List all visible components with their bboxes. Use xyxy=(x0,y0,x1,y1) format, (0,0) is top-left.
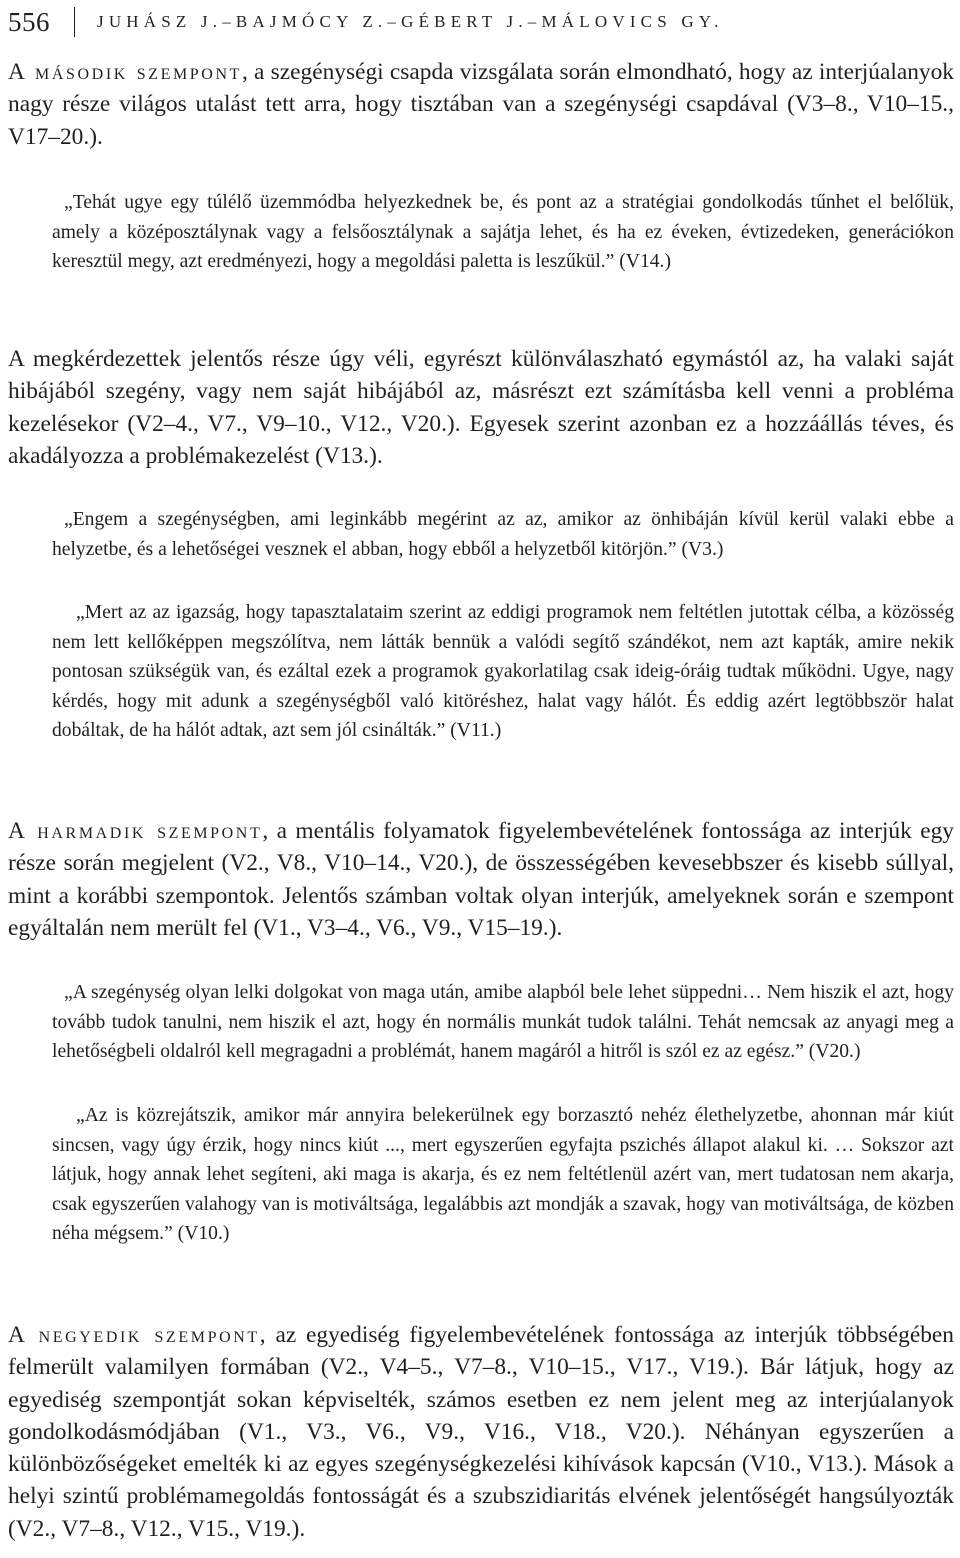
quote-v3 xyxy=(52,505,954,564)
quote-v14 xyxy=(52,188,954,277)
paragraph-third-aspect xyxy=(8,815,954,944)
quote-v10: „Az is közrejátszik, amikor már annyira belekerülnek egy borzasztó nehéz élethelyzetbe, ahonnan már kiút sincsen, vagy úgy érzik, hogy nincs kiút ..., mert egyszerűen egyfajta pszichés állapot alakul ki. … Sokszor azt látjuk, hogy annak lehet segíteni, aki maga is akarja, és ez nem feltétlenül azért van, mert tudatosan nem akarja, csak egyszerűen valahogy van is motiváltsága, legalábbis azt mondják a szavak, hogy van motiváltsága, de közben néha mégsem.” (V10.) xyxy=(52,1105,954,1245)
page-header xyxy=(8,2,948,42)
running-head-authors: JUHÁSZ J.–BAJMÓCY Z.–GÉBERT J.–MÁLOVICS GY. xyxy=(97,12,724,31)
header-divider xyxy=(74,7,75,37)
quote-v20-text: „A szegénység olyan lelki dolgokat von maga után, amibe alapból bele lehet süppedni… Nem hiszik el azt, hogy tovább tudok tanulni, nem hiszik el azt, hogy én normális munkát tudok találni. Tehát nemcsak az anyagi meg a lehetőségbeli oldalról kell megragadni a problémát, hanem magáról a hitről is szól ez az egész.” (V20.) xyxy=(52,982,954,1063)
section-lead-third: A harmadik szempont xyxy=(8,818,263,844)
quote-v11: „Mert az az igazság, hogy tapasztalataim szerint az eddigi programok nem feltétlen jutottak célba, a közösség nem lett kellőképpen megszólítva, nem látták bennük a valódi segítő szándékot, nem azt kapták, amire nekik pontosan szükségük van, és ezáltal ezek a programok gyakorlatilag csak ideig-óráig tudtak működni. Ugye, nagy kérdés, hogy mit adunk a szegénységből való kitöréshez, halat vagy hálót. És eddig azért legtöbbször halat dobáltak, de ha hálót adtak, azt sem jól csinálták.” (V11.) xyxy=(52,602,954,742)
paragraph-third-text: , a mentális folyamatok figyelembevételének fontossága az interjúk egy része során megjelent (V2., V8., V10–14., V20.), de összességében kevesebbszer és kisebb súllyal, mint a korábbi szempontok. Jelentős számban voltak olyan interjúk, amelyeknek során e szempont egyáltalán nem merült fel (V1., V3–4., V6., V9., V15–19.). xyxy=(8,818,954,941)
section-lead-second: A második szempont xyxy=(8,59,242,85)
section-lead-fourth: A negyedik szempont xyxy=(8,1322,260,1348)
paragraph-second-text: , a szegénységi csapda vizsgálata során elmondható, hogy az interjúalanyok nagy része világos utalást tett arra, hogy tisztában van a szegénységi csapdával (V3–8., V10–15., V17–20.). xyxy=(8,59,954,150)
page-number: 556 xyxy=(8,6,50,37)
quote-v3-text: „Engem a szegénységben, ami leginkább megérint az az, amikor az önhibáján kívül kerül valaki ebbe a helyzetbe, és a lehetőségei vesznek el abban, hogy ebből a helyzetből kitörjön.” (V3.) xyxy=(52,509,954,560)
paragraph-fourth-text: , az egyediség figyelembevételének fontossága az interjúk többségében felmerült valamilyen formában (V2., V4–5., V7–8., V10–15., V17., V19.). Bár látjuk, hogy az egyediség szempontját sokan képviselték, számos esetben ez nem jelent meg az interjúalanyok gondolkodásmódjában (V1., V3., V6., V9., V16., V18., V20.). Néhányan egyszerűen a különbözőségeket emelték ki az egyes szegénységkezelési kihívások kapcsán (V10., V13.). Mások a helyi szintű problémamegoldás fontosságát és a szubszidiaritás elvének jelentőségét hangsúlyozták (V2., V7–8., V12., V15., V19.). xyxy=(8,1322,954,1542)
quote-v14-text: „Tehát ugye egy túlélő üzemmódba helyezkednek be, és pont az a stratégiai gondolkodás tűnhet el belőlük, amely a középosztálynak vagy a felsőosztálynak a sajátja lehet, és ha ez éveken, évtizedeken, generációkon keresztül megy, azt eredményezi, hogy a megoldási paletta is leszűkül.” (V14.) xyxy=(52,192,954,273)
quote-v20 xyxy=(52,978,954,1067)
paragraph-fourth-aspect xyxy=(8,1319,954,1545)
paragraph-second-aspect xyxy=(8,56,954,153)
paragraph-respondents: A megkérdezettek jelentős része úgy véli, egyrészt különválaszható egymástól az, ha valaki saját hibájából szegény, vagy nem saját hibájából az, másrészt ezt számításba kell venni a probléma kezelésekor (V2–4., V7., V9–10., V12., V20.). Egyesek szerint azonban ez a hozzáállás téves, és akadályozza a problémakezelést (V13.). xyxy=(8,346,954,469)
